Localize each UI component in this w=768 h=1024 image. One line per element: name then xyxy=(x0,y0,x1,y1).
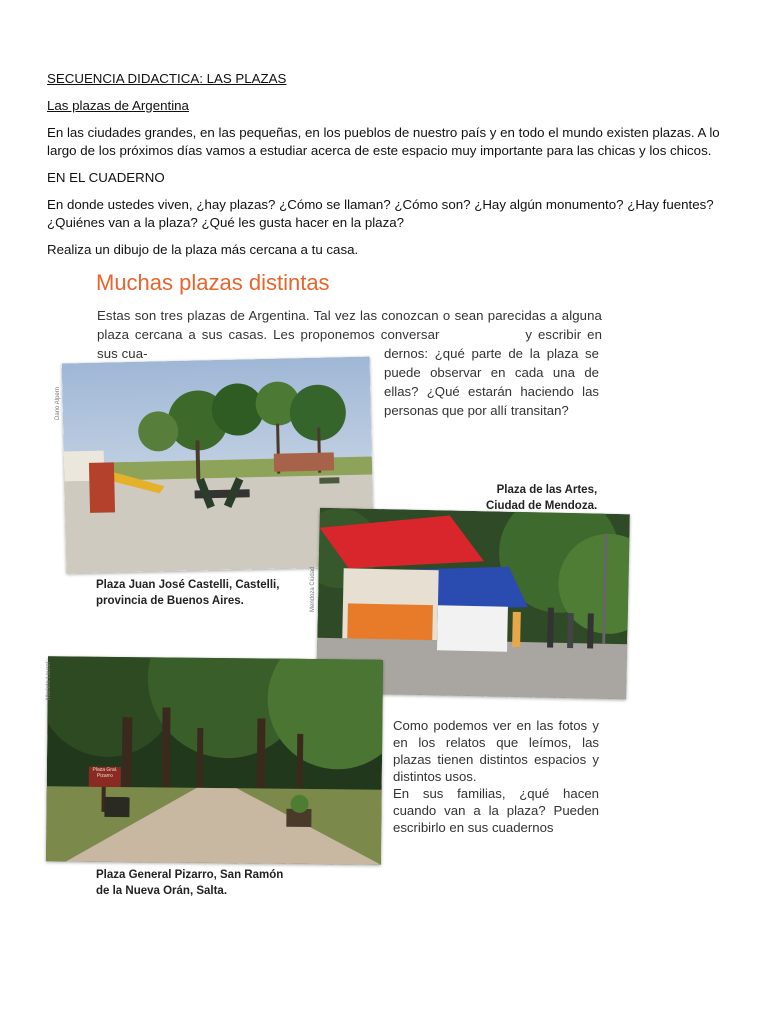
task-paragraph: Realiza un dibujo de la plaza más cercana a tu casa. xyxy=(47,242,359,257)
caption-line: Plaza Juan José Castelli, Castelli, xyxy=(96,579,280,591)
caption-plaza-artes xyxy=(486,482,597,514)
caption-line: provincia de Buenos Aires. xyxy=(96,595,244,607)
excerpt-intro-right: dernos: ¿qué parte de la plaza se puede observar en cada una de ellas? ¿Qué estarán haciendo las personas que por allí transitan? xyxy=(384,346,599,418)
caption-line: de la Nueva Orán, Salta. xyxy=(96,885,228,897)
section-label: EN EL CUADERNO xyxy=(47,170,165,185)
closing-paragraph-2: En sus familias, ¿qué hacen cuando van a la plaza? Pueden escribirlo en sus cuadernos xyxy=(393,786,599,835)
photo-credit-artes: Mendoza Ciudad xyxy=(310,566,316,612)
caption-plaza-castelli xyxy=(96,577,279,609)
excerpt-closing xyxy=(393,717,599,836)
photo-credit-castelli: Dario Alpern xyxy=(55,386,61,420)
caption-line: Ciudad de Mendoza. xyxy=(486,500,598,512)
document-heading: SECUENCIA DIDACTICA: LAS PLAZAS xyxy=(47,71,287,86)
caption-plaza-pizarro xyxy=(96,867,283,899)
intro-left-text: Estas son tres plazas de Argentina. Tal vez las conozcan o sean parecidas a alguna plaza cercana a sus casas. Les proponemos conversar xyxy=(97,308,602,342)
caption-line: Plaza de las Artes, xyxy=(496,484,598,496)
caption-line: Plaza General Pizarro, San Ramón xyxy=(96,869,284,881)
plaza-sign-text: Plaza Gral. Pizarro xyxy=(92,766,118,779)
intro-paragraph: En las ciudades grandes, en las pequeñas, en los pueblos de nuestro país y en todo el mundo existen plazas. A lo largo de los próximos días vamos a estudiar acerca de este espacio muy importante para las chicas y los chicos. xyxy=(47,125,720,158)
photo-plaza-pizarro xyxy=(46,656,383,864)
intro-left-text-2: y escribir en sus cua- xyxy=(97,327,603,361)
closing-paragraph-1: Como podemos ver en las fotos y en los relatos que leímos, las plazas tienen distintos espacios y distintos usos. xyxy=(393,718,599,784)
questions-paragraph: En donde ustedes viven, ¿hay plazas? ¿Cómo se llaman? ¿Cómo son? ¿Hay algún monumento? ¿Hay fuentes? ¿Quiénes van a la plaza? ¿Qué les gusta hacer en la plaza? xyxy=(47,197,714,230)
document-subheading: Las plazas de Argentina xyxy=(47,98,189,113)
excerpt-title: Muchas plazas distintas xyxy=(96,270,330,295)
photo-credit-pizarro: Mariela Laurel xyxy=(46,661,52,700)
